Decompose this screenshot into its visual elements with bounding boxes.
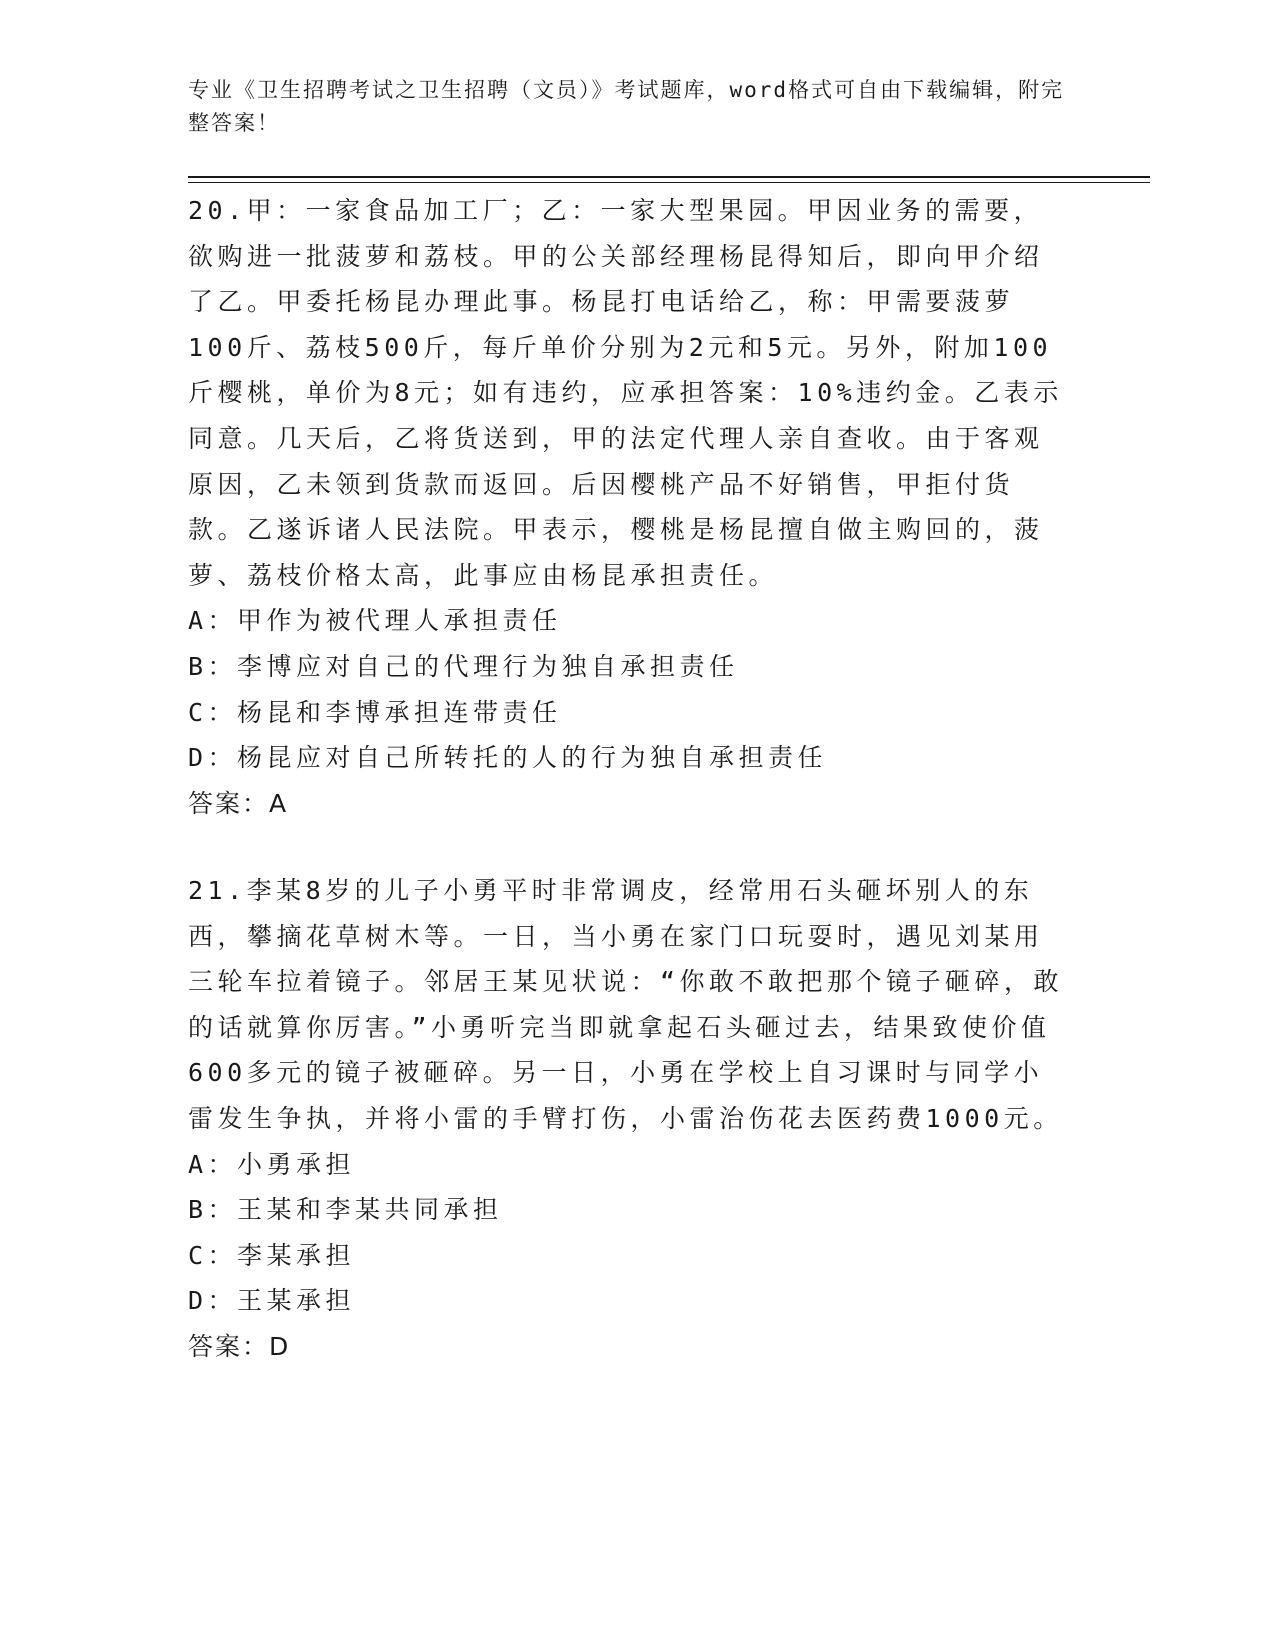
question-20 [188, 188, 1068, 826]
question-21 [188, 868, 1068, 1370]
option-b: B：王某和李某共同承担 [188, 1195, 503, 1225]
document-header: 专业《卫生招聘考试之卫生招聘（文员）》考试题库，word格式可自由下载编辑，附完整答案！ [188, 78, 1065, 135]
option-b: B：李博应对自己的代理行为独自承担责任 [188, 651, 739, 681]
option-a: A：小勇承担 [188, 1149, 356, 1179]
option-d: D：王某承担 [188, 1286, 356, 1316]
answer-line: 答案：A [188, 788, 289, 818]
question-stem: 20.甲：一家食品加工厂；乙：一家大型果园。甲因业务的需要，欲购进一批菠萝和荔枝。甲的公关部经理杨昆得知后，即向甲介绍了乙。甲委托杨昆办理此事。杨昆打电话给乙，称：甲需要菠萝100斤、荔枝500斤，每斤单价分别为2元和5元。另外，附加100斤樱桃，单价为8元；如有违约，应承担答案：10%违约金。乙表示同意。几天后，乙将货送到，甲的法定代理人亲自查收。由于客观原因，乙未领到货款而返回。后因樱桃产品不好销售，甲拒付货款。乙遂诉诸人民法院。甲表示，樱桃是杨昆擅自做主购回的，菠萝、荔枝价格太高，此事应由杨昆承担责任。 [188, 196, 1063, 590]
header-divider-thin [188, 182, 1150, 183]
question-stem: 21.李某8岁的儿子小勇平时非常调皮，经常用石头砸坏别人的东西，攀摘花草树木等。一日，当小勇在家门口玩耍时，遇见刘某用三轮车拉着镜子。邻居王某见状说：“你敢不敢把那个镜子砸碎，敢的话就算你厉害。”小勇听完当即就拿起石头砸过去，结果致使价值600多元的镜子被砸碎。另一日，小勇在学校上自习课时与同学小雷发生争执，并将小雷的手臂打伤，小雷治伤花去医药费1000元。 [188, 876, 1064, 1133]
option-a: A：甲作为被代理人承担责任 [188, 606, 562, 636]
header-divider-thick [188, 176, 1150, 178]
option-d: D：杨昆应对自己所转托的人的行为独自承担责任 [188, 743, 828, 773]
answer-line: 答案：D [188, 1331, 291, 1361]
option-c: C：杨昆和李博承担连带责任 [188, 697, 562, 727]
option-c: C：李某承担 [188, 1240, 356, 1270]
